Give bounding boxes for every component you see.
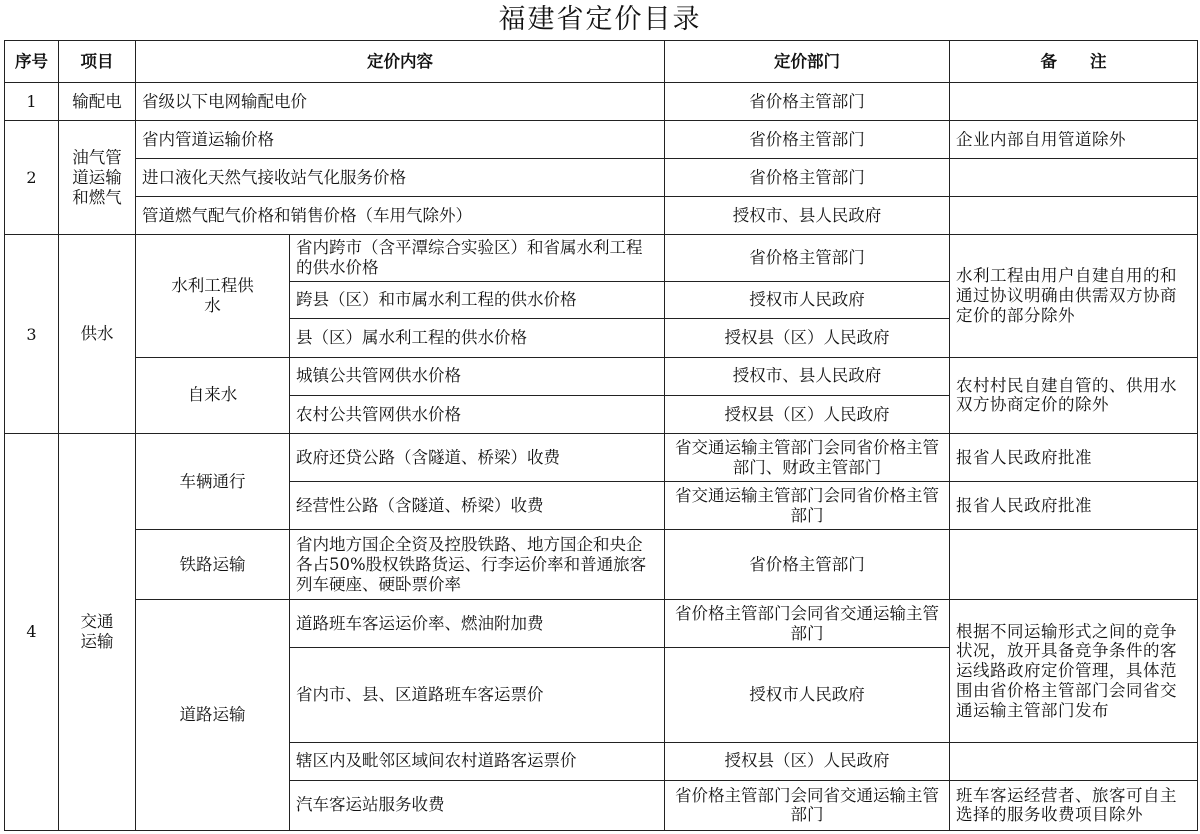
row-remark: 水利工程由用户自建自用的和通过协议明确由供需双方协商定价的部分除外 — [950, 235, 1198, 357]
row-remark — [950, 530, 1198, 600]
row-remark — [950, 159, 1198, 197]
row-content: 政府还贷公路（含隧道、桥梁）收费 — [290, 433, 665, 481]
row-dept: 授权市人民政府 — [665, 648, 950, 742]
row-content: 省内管道运输价格 — [136, 121, 665, 159]
row-content: 道路班车客运运价率、燃油附加费 — [290, 600, 665, 648]
table-row — [5, 357, 1198, 395]
row-remark: 企业内部自用管道除外 — [950, 121, 1198, 159]
row-content: 省内市、县、区道路班车客运票价 — [290, 648, 665, 742]
header-remark: 备 注 — [950, 41, 1198, 83]
row-content: 省级以下电网输配电价 — [136, 83, 665, 121]
row-dept: 省价格主管部门会同省交通运输主管部门 — [665, 600, 950, 648]
pricing-catalog-table — [4, 40, 1198, 831]
row-remark — [950, 742, 1198, 780]
row-content: 管道燃气配气价格和销售价格（车用气除外） — [136, 197, 665, 235]
row-dept: 省价格主管部门 — [665, 530, 950, 600]
table-row — [5, 235, 1198, 281]
row-dept: 省交通运输主管部门会同省价格主管部门、财政主管部门 — [665, 433, 950, 481]
row-seq: 4 — [5, 433, 59, 830]
table-row — [5, 600, 1198, 648]
row-item: 交通运输 — [59, 433, 136, 830]
table-row — [5, 197, 1198, 235]
row-content: 经营性公路（含隧道、桥梁）收费 — [290, 482, 665, 530]
table-row — [5, 433, 1198, 481]
row-item: 油气管道运输和燃气 — [59, 121, 136, 235]
row-content: 城镇公共管网供水价格 — [290, 357, 665, 395]
row-seq: 3 — [5, 235, 59, 433]
row-remark: 报省人民政府批准 — [950, 482, 1198, 530]
row-dept: 授权市、县人民政府 — [665, 197, 950, 235]
subitem-name: 铁路运输 — [136, 530, 290, 600]
row-remark: 报省人民政府批准 — [950, 433, 1198, 481]
row-remark — [950, 197, 1198, 235]
row-remark: 班车客运经营者、旅客可自主选择的服务收费项目除外 — [950, 780, 1198, 830]
header-dept: 定价部门 — [665, 41, 950, 83]
subitem-name: 车辆通行 — [136, 433, 290, 529]
row-item: 供水 — [59, 235, 136, 433]
row-content: 农村公共管网供水价格 — [290, 395, 665, 433]
row-remark: 根据不同运输形式之间的竞争状况，放开具备竞争条件的客运线路政府定价管理，具体范围由省价格主管部门会同省交通运输主管部门发布 — [950, 600, 1198, 742]
row-dept: 授权县（区）人民政府 — [665, 318, 950, 357]
row-seq: 2 — [5, 121, 59, 235]
row-content: 省内跨市（含平潭综合实验区）和省属水利工程的供水价格 — [290, 235, 665, 281]
header-content: 定价内容 — [136, 41, 665, 83]
table-row — [5, 159, 1198, 197]
row-content: 进口液化天然气接收站气化服务价格 — [136, 159, 665, 197]
row-seq: 1 — [5, 83, 59, 121]
header-seq: 序号 — [5, 41, 59, 83]
row-dept: 省交通运输主管部门会同省价格主管部门 — [665, 482, 950, 530]
row-dept: 省价格主管部门 — [665, 83, 950, 121]
row-dept: 授权市、县人民政府 — [665, 357, 950, 395]
row-content: 跨县（区）和市属水利工程的供水价格 — [290, 281, 665, 318]
table-row — [5, 530, 1198, 600]
subitem-name: 水利工程供水 — [136, 235, 290, 357]
row-content: 辖区内及毗邻区域间农村道路客运票价 — [290, 742, 665, 780]
subitem-name: 道路运输 — [136, 600, 290, 831]
row-content: 县（区）属水利工程的供水价格 — [290, 318, 665, 357]
row-dept: 授权市人民政府 — [665, 281, 950, 318]
row-dept: 省价格主管部门 — [665, 159, 950, 197]
row-dept: 授权县（区）人民政府 — [665, 395, 950, 433]
subitem-name: 自来水 — [136, 357, 290, 433]
row-remark — [950, 83, 1198, 121]
header-item: 项目 — [59, 41, 136, 83]
row-dept: 省价格主管部门 — [665, 235, 950, 281]
table-header-row — [5, 41, 1198, 83]
page-title: 福建省定价目录 — [498, 4, 702, 35]
row-content: 省内地方国企全资及控股铁路、地方国企和央企各占50%股权铁路货运、行李运价率和普通旅客列车硬座、硬卧票价率 — [290, 530, 665, 600]
row-dept: 授权县（区）人民政府 — [665, 742, 950, 780]
row-dept: 省价格主管部门 — [665, 121, 950, 159]
row-dept: 省价格主管部门会同省交通运输主管部门 — [665, 780, 950, 830]
row-remark: 农村村民自建自管的、供用水双方协商定价的除外 — [950, 357, 1198, 433]
row-content: 汽车客运站服务收费 — [290, 780, 665, 830]
row-item: 输配电 — [59, 83, 136, 121]
table-row — [5, 121, 1198, 159]
table-row — [5, 83, 1198, 121]
